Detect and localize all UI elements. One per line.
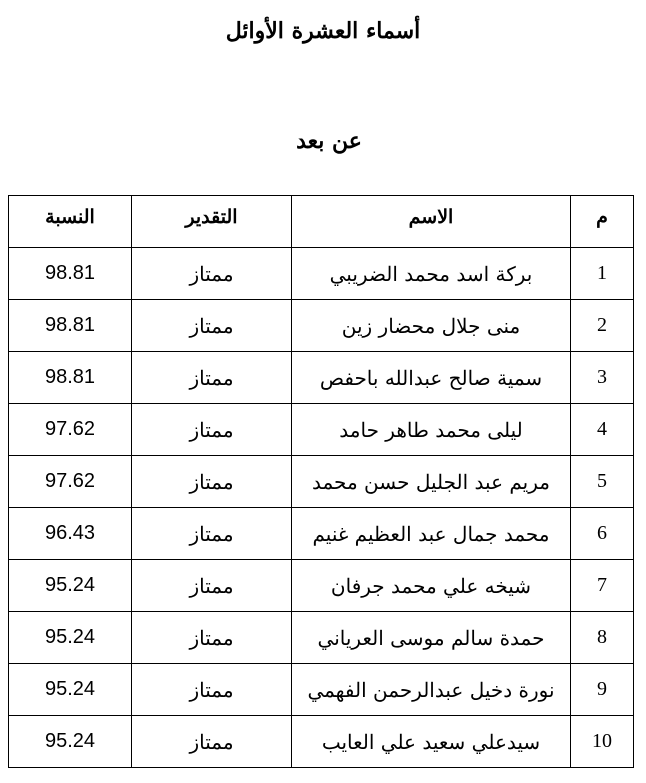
cell-percentage: 96.43 — [9, 508, 132, 560]
header-number: م — [571, 196, 634, 248]
cell-number: 8 — [571, 612, 634, 664]
cell-percentage: 98.81 — [9, 248, 132, 300]
cell-number: 2 — [571, 300, 634, 352]
cell-number: 1 — [571, 248, 634, 300]
table-row — [9, 248, 634, 300]
cell-grade: ممتاز — [132, 352, 292, 404]
cell-percentage: 95.24 — [9, 612, 132, 664]
cell-name: نورة دخيل عبدالرحمن الفهمي — [292, 664, 571, 716]
cell-name: سيدعلي سعيد علي العايب — [292, 716, 571, 768]
cell-name: محمد جمال عبد العظيم غنيم — [292, 508, 571, 560]
cell-name: منى جلال محضار زين — [292, 300, 571, 352]
cell-percentage: 95.24 — [9, 716, 132, 768]
cell-number: 3 — [571, 352, 634, 404]
cell-name: بركة اسد محمد الضريبي — [292, 248, 571, 300]
cell-grade: ممتاز — [132, 612, 292, 664]
table-header-row — [9, 196, 634, 248]
cell-number: 9 — [571, 664, 634, 716]
cell-name: مريم عبد الجليل حسن محمد — [292, 456, 571, 508]
table-row — [9, 404, 634, 456]
cell-number: 5 — [571, 456, 634, 508]
table-row — [9, 716, 634, 768]
cell-name: شيخه علي محمد جرفان — [292, 560, 571, 612]
page-title: أسماء العشرة الأوائل — [225, 18, 421, 44]
cell-percentage: 97.62 — [9, 456, 132, 508]
cell-percentage: 95.24 — [9, 664, 132, 716]
cell-grade: ممتاز — [132, 716, 292, 768]
cell-percentage: 97.62 — [9, 404, 132, 456]
cell-grade: ممتاز — [132, 664, 292, 716]
cell-number: 10 — [571, 716, 634, 768]
cell-number: 7 — [571, 560, 634, 612]
cell-name: حمدة سالم موسى العرياني — [292, 612, 571, 664]
cell-name: سمية صالح عبدالله باحفص — [292, 352, 571, 404]
table-row — [9, 612, 634, 664]
cell-grade: ممتاز — [132, 560, 292, 612]
top-ten-table — [8, 195, 634, 768]
cell-percentage: 98.81 — [9, 300, 132, 352]
page-subtitle: عن بعد — [296, 128, 362, 154]
cell-grade: ممتاز — [132, 404, 292, 456]
cell-name: ليلى محمد طاهر حامد — [292, 404, 571, 456]
table-row — [9, 560, 634, 612]
cell-grade: ممتاز — [132, 248, 292, 300]
header-percentage: النسبة — [9, 196, 132, 248]
table-row — [9, 300, 634, 352]
header-name: الاسم — [292, 196, 571, 248]
table-row — [9, 352, 634, 404]
cell-percentage: 95.24 — [9, 560, 132, 612]
cell-number: 6 — [571, 508, 634, 560]
table-row — [9, 508, 634, 560]
table-row — [9, 456, 634, 508]
cell-percentage: 98.81 — [9, 352, 132, 404]
table-row — [9, 664, 634, 716]
cell-number: 4 — [571, 404, 634, 456]
cell-grade: ممتاز — [132, 456, 292, 508]
header-grade: التقدير — [132, 196, 292, 248]
cell-grade: ممتاز — [132, 300, 292, 352]
cell-grade: ممتاز — [132, 508, 292, 560]
